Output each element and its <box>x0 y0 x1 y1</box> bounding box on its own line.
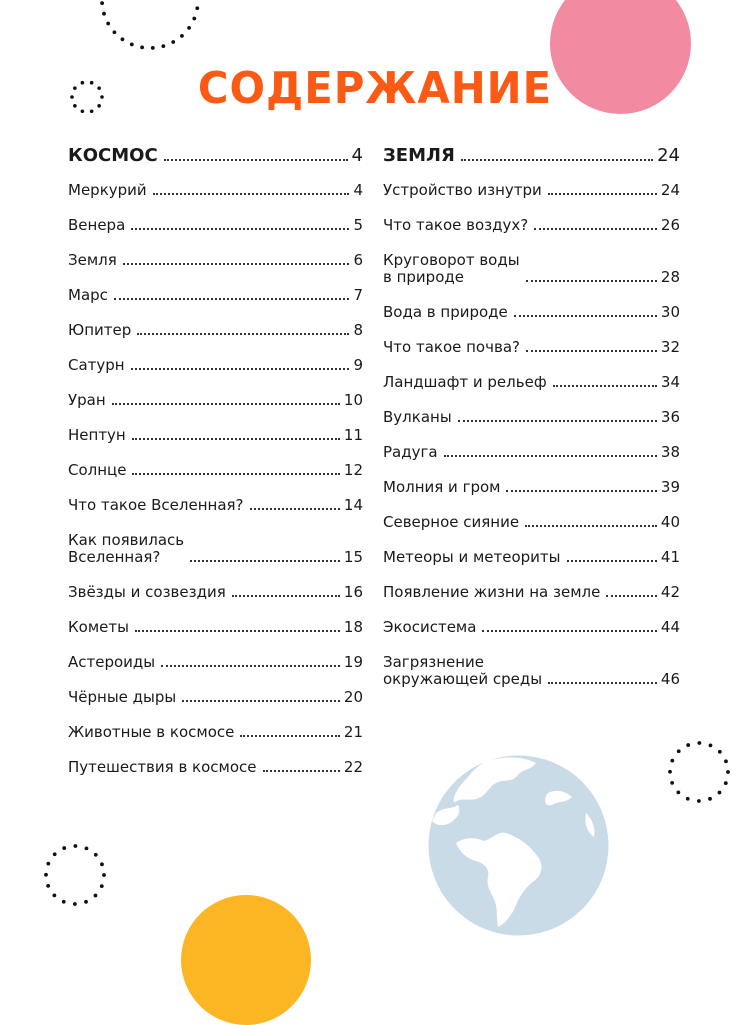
dot-leader <box>548 682 657 684</box>
page-number: 32 <box>660 338 680 356</box>
page-number: 15 <box>343 548 363 566</box>
dot-leader <box>526 280 657 282</box>
toc-entry[interactable] <box>68 724 363 741</box>
toc-entry[interactable] <box>383 444 680 461</box>
page-number: 14 <box>343 496 363 514</box>
toc-entry-title: Путешествия в космосе <box>68 758 257 776</box>
dot-leader <box>137 333 349 335</box>
page-number: 46 <box>660 670 680 688</box>
toc-entry-title: Метеоры и метеориты <box>383 548 561 566</box>
page-number: 36 <box>660 408 680 426</box>
dot-leader <box>534 228 657 230</box>
toc-entry-title: Меркурий <box>68 181 147 199</box>
toc-entry-title: Что такое воздух? <box>383 216 529 234</box>
toc-entry[interactable] <box>68 584 363 601</box>
toc-entry[interactable] <box>68 689 363 706</box>
toc-entry[interactable] <box>383 374 680 391</box>
page-number: 9 <box>353 356 363 374</box>
dot-leader <box>506 490 656 492</box>
dot-leader <box>131 228 349 230</box>
toc-entry-title: Вода в природе <box>383 303 508 321</box>
dot-leader <box>250 508 340 510</box>
toc-entry[interactable] <box>68 287 363 304</box>
toc-entry-title: Земля <box>68 251 117 269</box>
toc-entry[interactable] <box>68 392 363 409</box>
section-title: КОСМОС <box>68 145 158 166</box>
toc-entry-title: Солнце <box>68 461 127 479</box>
page-number: 41 <box>660 548 680 566</box>
toc-column-earth <box>383 146 680 706</box>
toc-entry-title: Ландшафт и рельеф <box>383 373 547 391</box>
toc-entry-title: Астероиды <box>68 653 156 671</box>
dotted-ring-left-decoration <box>40 840 110 910</box>
toc-entry[interactable] <box>68 322 363 339</box>
toc-entry[interactable] <box>68 182 363 199</box>
toc-entry-title: Уран <box>68 391 106 409</box>
page-number: 34 <box>660 373 680 391</box>
toc-entry[interactable] <box>383 549 680 566</box>
dot-leader <box>132 473 339 475</box>
page-number: 12 <box>343 461 363 479</box>
toc-entry[interactable] <box>383 514 680 531</box>
page-number: 44 <box>660 618 680 636</box>
toc-entry[interactable] <box>383 182 680 199</box>
dot-leader <box>232 595 340 597</box>
toc-entry[interactable] <box>68 462 363 479</box>
toc-entry[interactable] <box>383 584 680 601</box>
toc-entry[interactable] <box>383 654 680 688</box>
page-number: 5 <box>353 216 363 234</box>
toc-entry[interactable] <box>383 409 680 426</box>
toc-entry-title: Появление жизни на земле <box>383 583 601 601</box>
dot-leader <box>526 350 657 352</box>
toc-entry-title: Юпитер <box>68 321 132 339</box>
toc-entry-title: Нептун <box>68 426 126 444</box>
toc-section-heading[interactable] <box>383 146 680 166</box>
toc-entry[interactable] <box>383 304 680 321</box>
page-number: 8 <box>353 321 363 339</box>
toc-entry-title: Марс <box>68 286 108 304</box>
toc-section-heading[interactable] <box>68 146 363 166</box>
dot-leader <box>135 630 340 632</box>
toc-entry[interactable] <box>68 497 363 514</box>
yellow-circle-decoration <box>181 895 311 1025</box>
page-number: 4 <box>353 181 363 199</box>
toc-entry-title: Как появилась Вселенная? <box>68 531 185 566</box>
toc-entry-title: Звёзды и созвездия <box>68 583 226 601</box>
page-number: 19 <box>343 653 363 671</box>
toc-entry[interactable] <box>68 252 363 269</box>
toc-entry-title: Чёрные дыры <box>68 688 177 706</box>
page-number: 42 <box>660 583 680 601</box>
toc-entry[interactable] <box>383 339 680 356</box>
page-number: 7 <box>353 286 363 304</box>
page-number: 24 <box>657 145 680 166</box>
toc-entry-title: Загрязнение окружающей среды <box>383 653 543 688</box>
dot-leader <box>482 630 656 632</box>
toc-entry-title: Молния и гром <box>383 478 501 496</box>
page-number: 6 <box>353 251 363 269</box>
dot-leader <box>132 438 340 440</box>
page-number: 11 <box>343 426 363 444</box>
page-number: 28 <box>660 268 680 286</box>
dot-leader <box>444 455 657 457</box>
dot-leader <box>263 770 340 772</box>
dot-leader <box>240 735 340 737</box>
dot-leader <box>567 560 657 562</box>
page-number: 10 <box>343 391 363 409</box>
toc-entry-title: Кометы <box>68 618 129 636</box>
page-number: 30 <box>660 303 680 321</box>
dot-leader <box>182 700 340 702</box>
dot-leader <box>161 665 340 667</box>
dot-leader <box>525 525 657 527</box>
toc-entry-title: Экосистема <box>383 618 477 636</box>
dot-leader <box>131 368 350 370</box>
toc-entry-title: Что такое Вселенная? <box>68 496 244 514</box>
dot-leader <box>190 560 340 562</box>
toc-entry-title: Животные в космосе <box>68 723 235 741</box>
toc-entry[interactable] <box>68 427 363 444</box>
section-title: ЗЕМЛЯ <box>383 145 455 166</box>
toc-column-space <box>68 146 363 794</box>
toc-entry-title: Радуга <box>383 443 438 461</box>
toc-entry[interactable] <box>68 619 363 636</box>
dot-leader <box>153 193 350 195</box>
page-number: 38 <box>660 443 680 461</box>
dot-leader <box>112 403 340 405</box>
toc-entry[interactable] <box>383 619 680 636</box>
dot-leader <box>114 298 350 300</box>
page-number: 24 <box>660 181 680 199</box>
toc-entry[interactable] <box>383 217 680 234</box>
toc-entry[interactable] <box>68 654 363 671</box>
page-number: 26 <box>660 216 680 234</box>
dot-leader <box>458 420 657 422</box>
toc-entry-title: Круговорот воды в природе <box>383 251 520 286</box>
dot-leader <box>123 263 350 265</box>
page-number: 18 <box>343 618 363 636</box>
toc-entry-title: Северное сияние <box>383 513 520 531</box>
dot-leader <box>461 159 653 161</box>
toc-entry[interactable] <box>383 252 680 286</box>
page-number: 39 <box>660 478 680 496</box>
toc-entry[interactable] <box>68 532 363 566</box>
toc-entry-title: Что такое почва? <box>383 338 520 356</box>
toc-entry-title: Устройство изнутри <box>383 181 542 199</box>
toc-entry[interactable] <box>68 759 363 776</box>
toc-entry[interactable] <box>68 217 363 234</box>
page-number: 22 <box>343 758 363 776</box>
dot-leader <box>553 385 657 387</box>
toc-entry-title: Венера <box>68 216 126 234</box>
dot-leader <box>606 595 657 597</box>
dotted-arc-decoration <box>95 0 205 70</box>
toc-entry[interactable] <box>68 357 363 374</box>
dot-leader <box>164 159 348 161</box>
page-number: 21 <box>343 723 363 741</box>
page-number: 40 <box>660 513 680 531</box>
toc-entry[interactable] <box>383 479 680 496</box>
page-number: 16 <box>343 583 363 601</box>
page-title: СОДЕРЖАНИЕ <box>197 63 553 114</box>
page-number: 4 <box>351 145 363 166</box>
globe-icon <box>426 753 611 938</box>
toc-entry-title: Сатурн <box>68 356 125 374</box>
dotted-ring-right-decoration <box>664 737 734 807</box>
dot-leader <box>514 315 657 317</box>
toc-entry-title: Вулканы <box>383 408 452 426</box>
page-number: 20 <box>343 688 363 706</box>
dot-leader <box>548 193 657 195</box>
